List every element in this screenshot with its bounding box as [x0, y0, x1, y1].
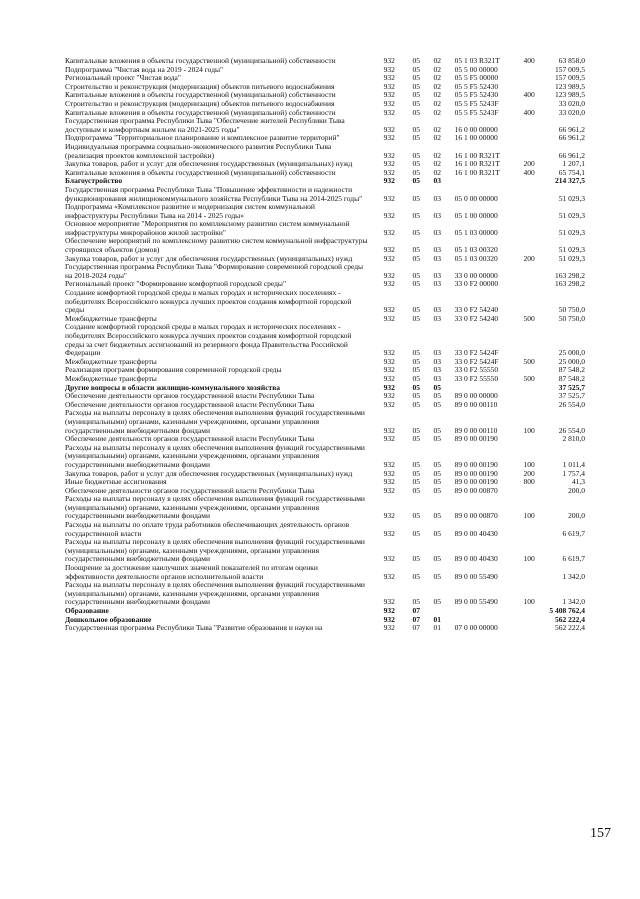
table-row [65, 220, 585, 237]
item-name: Межбюджетные трансферты [65, 356, 157, 366]
item-name: Образование [65, 606, 109, 615]
section-code: 05 [412, 571, 420, 581]
target-article-code: 07 0 00 00000 [454, 623, 498, 633]
section-code: 05 [412, 373, 420, 383]
item-name: Капитальные вложения в объекты государственной (муниципальной) собственности [65, 107, 336, 117]
ministry-code: 932 [383, 150, 395, 160]
section-code: 07 [412, 623, 420, 633]
expense-type-code: 400 [523, 167, 535, 177]
section-code: 05 [412, 348, 420, 358]
section-code: 05 [412, 133, 420, 143]
section-code: 05 [412, 73, 420, 83]
ministry-code: 932 [383, 176, 395, 186]
amount: 123 989,5 [555, 81, 585, 91]
ministry-code: 932 [383, 124, 395, 134]
target-article-code: 33 0 F2 54240 [454, 313, 499, 323]
amount: 214 327,5 [555, 176, 585, 186]
item-name: Государственная программа Республики Тыва "Повышение эффективности и надежности функционирования жилищнокоммунального хозяйства Республики Тыва на 2014-2025 годы" [65, 184, 363, 203]
target-article-code: 05 1 03 00000 [454, 227, 498, 237]
subsection-code: 02 [433, 107, 442, 117]
ministry-code: 932 [383, 167, 395, 177]
amount: 41,3 [571, 477, 585, 487]
section-code: 05 [412, 245, 420, 255]
item-name: Расходы на выплаты персоналу в целях обеспечения выполнения функций государственными (муниципальными) органами, казенными учреждениями, органами управления государственными внебюджетными фондами [65, 408, 365, 435]
ministry-code: 932 [383, 210, 395, 220]
item-name: Расходы на выплаты по оплате труда работников обеспечивающих деятельность органов государственной власти [65, 520, 350, 538]
section-code: 05 [412, 459, 420, 469]
amount: 66 961,2 [558, 133, 585, 143]
amount: 157 009,5 [555, 73, 585, 83]
amount: 26 554,0 [558, 399, 585, 409]
ministry-code: 932 [383, 270, 395, 280]
target-article-code: 33 0 F2 00000 [454, 279, 499, 289]
expense-type-code: 100 [523, 597, 535, 607]
section-code: 05 [412, 477, 420, 487]
ministry-code: 932 [383, 253, 395, 263]
target-article-code: 16 1 00 R321T [454, 167, 500, 177]
amount: 1 011,4 [562, 459, 585, 469]
subsection-code: 05 [433, 597, 442, 607]
subsection-code: 02 [433, 124, 442, 134]
table-row [65, 409, 585, 435]
subsection-code: 05 [433, 434, 442, 444]
amount: 37 525,7 [558, 382, 585, 392]
amount: 37 525,7 [558, 391, 585, 401]
amount: 26 554,0 [558, 425, 585, 435]
ministry-code: 932 [383, 434, 395, 444]
amount: 65 754,1 [558, 167, 585, 177]
subsection-code: 05 [433, 485, 442, 495]
table-row [65, 564, 585, 581]
item-name: Государственная программа Республики Тыва "Развитие образования и науки на [65, 623, 323, 633]
subsection-code: 05 [433, 391, 442, 401]
expense-type-code: 800 [523, 477, 535, 487]
ministry-code: 932 [383, 528, 395, 538]
amount: 33 020,0 [558, 107, 585, 117]
target-article-code: 89 0 00 00000 [454, 391, 498, 401]
ministry-code: 932 [383, 425, 395, 435]
amount: 66 961,2 [558, 124, 585, 134]
expense-type-code: 100 [523, 425, 535, 435]
target-article-code: 05 1 03 00320 [454, 245, 498, 255]
ministry-code: 932 [383, 468, 395, 478]
section-code: 05 [412, 90, 420, 100]
amount: 157 009,5 [555, 64, 585, 74]
item-name: Индивидуальная программа социально-экономического развития Республики Тыва (реализация проектов комплексной застройки) [65, 141, 332, 160]
section-code: 05 [412, 107, 420, 117]
item-name: Строительство и реконструкция (модернизация) объектов питьевого водоснабжения [65, 98, 335, 108]
target-article-code: 05 1 00 00000 [454, 210, 498, 220]
section-code: 05 [412, 382, 420, 392]
section-code: 05 [412, 167, 420, 177]
item-name: Расходы на выплаты персоналу в целях обеспечения выполнения функций государственными (муниципальными) органами, казенными учреждениями, органами управления государственными внебюджетными фондами [65, 494, 365, 521]
item-name: Закупка товаров, работ и услуг для обеспечения государственных (муниципальных) нужд [65, 159, 353, 169]
section-code: 05 [412, 391, 420, 401]
item-name: Поощрение за достижение наилучших значений показателей по итогам оценки эффективности деятельности органов исполнительной власти [65, 563, 318, 581]
subsection-code: 03 [433, 176, 442, 186]
subsection-code: 03 [433, 373, 442, 383]
item-name: Капитальные вложения в объекты государственной (муниципальной) собственности [65, 56, 336, 65]
expense-type-code: 500 [523, 373, 535, 383]
ministry-code: 932 [383, 98, 395, 108]
item-name: Подпрограмма "Территориальное планирование и комплексное развитие территорий" [65, 133, 340, 143]
table-row [65, 143, 585, 160]
amount: 6 619,7 [562, 528, 585, 538]
amount: 87 548,2 [558, 373, 585, 383]
target-article-code: 89 0 00 00190 [454, 468, 498, 478]
ministry-code: 932 [383, 623, 395, 633]
target-article-code: 05 5 F5 5243F [454, 98, 499, 108]
amount: 51 029,3 [558, 193, 585, 203]
table-row [65, 538, 585, 564]
section-code: 05 [412, 313, 420, 323]
target-article-code: 05 1 03 R321T [454, 56, 500, 65]
table-row [65, 289, 585, 315]
expense-type-code: 500 [523, 356, 535, 366]
subsection-code: 05 [433, 554, 442, 564]
amount: 6 619,7 [562, 554, 585, 564]
ministry-code: 932 [383, 313, 395, 323]
item-name: Государственная программа Республики Тыва "Обеспечение жителей Республики Тыва доступным и комфортным жильем на 2021-2025 годы" [65, 116, 345, 134]
amount: 51 029,3 [558, 210, 585, 220]
ministry-code: 932 [383, 245, 395, 255]
section-code: 05 [412, 253, 420, 263]
section-code: 05 [412, 210, 420, 220]
table-row [65, 203, 585, 220]
item-name: Расходы на выплаты персоналу в целях обеспечения выполнения функций государственными (муниципальными) органами, казенными учреждениями, органами управления государственными внебюджетными фондами [65, 442, 365, 469]
expense-type-code: 500 [523, 313, 535, 323]
page-number: 157 [590, 826, 611, 841]
amount: 562 222,4 [555, 614, 585, 624]
ministry-code: 932 [383, 107, 395, 117]
section-code: 05 [412, 597, 420, 607]
amount: 562 222,4 [555, 623, 585, 633]
ministry-code: 932 [383, 511, 395, 521]
ministry-code: 932 [383, 597, 395, 607]
section-code: 07 [412, 614, 420, 624]
target-article-code: 16 1 00 00000 [454, 133, 498, 143]
amount: 123 989,5 [555, 90, 585, 100]
item-name: Закупка товаров, работ и услуг для обеспечения государственных (муниципальных) нужд [65, 468, 353, 478]
subsection-code: 03 [433, 348, 442, 358]
item-name: Капитальные вложения в объекты государственной (муниципальной) собственности [65, 167, 336, 177]
target-article-code: 33 0 F2 54240 [454, 305, 499, 315]
table-row [65, 117, 585, 134]
subsection-code: 03 [433, 270, 442, 280]
ministry-code: 932 [383, 459, 395, 469]
section-code: 05 [412, 305, 420, 315]
item-name: Обеспечение деятельности органов государственной власти Республики Тыва [65, 391, 315, 401]
item-name: Подпрограмма "Чистая вода на 2019 - 2024 годы" [65, 64, 224, 74]
target-article-code: 89 0 00 55490 [454, 597, 498, 607]
subsection-code: 03 [433, 305, 442, 315]
section-code: 05 [412, 485, 420, 495]
item-name: Обеспечение мероприятий по комплексному развитию систем коммунальной инфраструктуры строящихся объектов (домов) [65, 236, 368, 255]
subsection-code: 02 [433, 133, 442, 143]
subsection-code: 03 [433, 193, 442, 203]
subsection-code: 03 [433, 210, 442, 220]
ministry-code: 932 [383, 571, 395, 581]
subsection-code: 05 [433, 477, 442, 487]
table-row [65, 521, 585, 538]
amount: 25 000,0 [558, 348, 585, 358]
section-code: 05 [412, 425, 420, 435]
section-code: 07 [412, 606, 420, 615]
target-article-code: 16 1 00 R321T [454, 159, 500, 169]
ministry-code: 932 [383, 399, 395, 409]
target-article-code: 05 5 F5 5243F [454, 107, 499, 117]
amount: 1 207,1 [562, 159, 585, 169]
expense-type-code: 200 [523, 159, 535, 169]
target-article-code: 16 0 00 00000 [454, 124, 498, 134]
table-row [65, 581, 585, 607]
target-article-code: 05 5 F5 52430 [454, 90, 499, 100]
amount: 163 298,2 [555, 270, 585, 280]
target-article-code: 89 0 00 00110 [454, 425, 498, 435]
amount: 66 961,2 [558, 150, 585, 160]
expense-type-code: 400 [523, 90, 535, 100]
target-article-code: 05 5 00 00000 [454, 64, 498, 74]
amount: 87 548,2 [558, 365, 585, 375]
ministry-code: 932 [383, 348, 395, 358]
ministry-code: 932 [383, 477, 395, 487]
expense-type-code: 400 [523, 56, 535, 65]
subsection-code: 05 [433, 571, 442, 581]
target-article-code: 16 1 00 R321T [454, 150, 500, 160]
item-name: Обеспечение деятельности органов государственной власти Республики Тыва [65, 434, 315, 444]
amount: 200,0 [568, 485, 585, 495]
section-code: 05 [412, 193, 420, 203]
item-name: Другие вопросы в области жилищно-коммунального хозяйства [65, 382, 281, 392]
ministry-code: 932 [383, 391, 395, 401]
target-article-code: 33 0 F2 5424F [454, 348, 499, 358]
subsection-code: 03 [433, 227, 442, 237]
amount: 25 000,0 [558, 356, 585, 366]
target-article-code: 05 5 F5 00000 [454, 73, 499, 83]
section-code: 05 [412, 98, 420, 108]
item-name: Создание комфортной городской среды в малых городах и исторических поселениях - победителях Всероссийского конкурса лучших проектов создания комфортной городской среды за счет бюджетных ассигнований из резервного фонда Правительства Российской Федерации [65, 322, 352, 358]
item-name: Основное мероприятие "Мероприятия по комплексному развитию систем коммунальной инфраструктуры микрорайонов жилой застройки" [65, 219, 350, 237]
subsection-code: 02 [433, 81, 442, 91]
item-name: Межбюджетные трансферты [65, 313, 157, 323]
target-article-code: 05 5 F5 52430 [454, 81, 499, 91]
ministry-code: 932 [383, 64, 395, 74]
item-name: Обеспечение деятельности органов государственной власти Республики Тыва [65, 399, 315, 409]
section-code: 05 [412, 176, 420, 186]
amount: 5 408 762,4 [549, 606, 585, 615]
expense-type-code: 100 [523, 459, 535, 469]
target-article-code: 89 0 00 00190 [454, 434, 498, 444]
subsection-code: 02 [433, 150, 442, 160]
item-name: Межбюджетные трансферты [65, 373, 157, 383]
amount: 50 750,0 [558, 313, 585, 323]
ministry-code: 932 [383, 56, 395, 65]
subsection-code: 02 [433, 90, 442, 100]
table-row [65, 186, 585, 203]
item-name: Создание комфортной городской среды в малых городах и исторических поселениях - победителях Всероссийского конкурса лучших проектов создания комфортной городской среды [65, 288, 352, 315]
target-article-code: 89 0 00 00190 [454, 459, 498, 469]
subsection-code: 05 [433, 528, 442, 538]
subsection-code: 02 [433, 73, 442, 83]
amount: 1 757,4 [562, 468, 585, 478]
subsection-code: 05 [433, 459, 442, 469]
target-article-code: 89 0 00 40430 [454, 528, 498, 538]
subsection-code: 02 [433, 56, 442, 65]
amount: 50 750,0 [558, 305, 585, 315]
subsection-code: 03 [433, 245, 442, 255]
expense-type-code: 400 [523, 107, 535, 117]
item-name: Подпрограмма «Комплексное развитие и модернизация систем коммунальной инфраструктуры Республики Тыва на 2014 - 2025 годы» [65, 202, 315, 220]
target-article-code: 89 0 00 40430 [454, 554, 498, 564]
section-code: 05 [412, 56, 420, 65]
subsection-code: 03 [433, 313, 442, 323]
target-article-code: 33 0 F2 55550 [454, 373, 499, 383]
subsection-code: 03 [433, 253, 442, 263]
subsection-code: 02 [433, 64, 442, 74]
section-code: 05 [412, 159, 420, 169]
ministry-code: 932 [383, 90, 395, 100]
target-article-code: 33 0 F2 5424F [454, 356, 499, 366]
ministry-code: 932 [383, 133, 395, 143]
item-name: Обеспечение деятельности органов государственной власти Республики Тыва [65, 485, 315, 495]
item-name: Капитальные вложения в объекты государственной (муниципальной) собственности [65, 90, 336, 100]
ministry-code: 932 [383, 606, 395, 615]
target-article-code: 89 0 00 55490 [454, 571, 498, 581]
table-row [65, 444, 585, 470]
amount: 51 029,3 [558, 245, 585, 255]
subsection-code: 02 [433, 98, 442, 108]
ministry-code: 932 [383, 159, 395, 169]
target-article-code: 05 1 03 00320 [454, 253, 498, 263]
table-row [65, 624, 585, 633]
ministry-code: 932 [383, 73, 395, 83]
subsection-code: 05 [433, 511, 442, 521]
section-code: 05 [412, 81, 420, 91]
amount: 1 342,0 [562, 571, 585, 581]
section-code: 05 [412, 227, 420, 237]
amount: 163 298,2 [555, 279, 585, 289]
section-code: 05 [412, 434, 420, 444]
target-article-code: 89 0 00 00870 [454, 511, 498, 521]
budget-table [65, 57, 585, 633]
item-name: Закупка товаров, работ и услуг для обеспечения государственных (муниципальных) нужд [65, 253, 353, 263]
amount: 1 342,0 [562, 597, 585, 607]
ministry-code: 932 [383, 554, 395, 564]
amount: 200,0 [568, 511, 585, 521]
table-row [65, 495, 585, 521]
item-name: Государственная программа Республики Тыва "Формирование современной городской среды на 2018-2024 годы" [65, 262, 364, 280]
section-code: 05 [412, 124, 420, 134]
expense-type-code: 100 [523, 511, 535, 521]
table-row [65, 263, 585, 280]
section-code: 05 [412, 399, 420, 409]
subsection-code: 05 [433, 425, 442, 435]
amount: 51 029,3 [558, 253, 585, 263]
item-name: Благоустройство [65, 176, 123, 186]
subsection-code: 02 [433, 159, 442, 169]
target-article-code: 89 0 00 00190 [454, 477, 498, 487]
section-code: 05 [412, 356, 420, 366]
expense-type-code: 100 [523, 554, 535, 564]
ministry-code: 932 [383, 356, 395, 366]
item-name: Иные бюджетные ассигнования [65, 477, 167, 487]
target-article-code: 33 0 F2 55550 [454, 365, 499, 375]
subsection-code: 05 [433, 382, 442, 392]
ministry-code: 932 [383, 227, 395, 237]
section-code: 05 [412, 554, 420, 564]
ministry-code: 932 [383, 305, 395, 315]
target-article-code: 89 0 00 00110 [454, 399, 498, 409]
table-row [65, 323, 585, 357]
subsection-code: 01 [433, 623, 442, 633]
target-article-code: 05 0 00 00000 [454, 193, 498, 203]
table-row [65, 237, 585, 254]
ministry-code: 932 [383, 81, 395, 91]
expense-type-code: 200 [523, 253, 535, 263]
subsection-code: 05 [433, 399, 442, 409]
target-article-code: 89 0 00 00870 [454, 485, 498, 495]
subsection-code: 02 [433, 167, 442, 177]
subsection-code: 05 [433, 468, 442, 478]
ministry-code: 932 [383, 365, 395, 375]
section-code: 05 [412, 511, 420, 521]
item-name: Региональный проект "Формирование комфортной городской среды" [65, 279, 287, 289]
item-name: Реализация программ формирования современной городской среды [65, 365, 282, 375]
ministry-code: 932 [383, 373, 395, 383]
subsection-code: 01 [433, 614, 442, 624]
item-name: Региональный проект "Чистая вода" [65, 73, 181, 83]
section-code: 05 [412, 528, 420, 538]
section-code: 05 [412, 279, 420, 289]
subsection-code: 03 [433, 365, 442, 375]
ministry-code: 932 [383, 279, 395, 289]
amount: 63 858,0 [558, 56, 585, 65]
item-name: Дошкольное образование [65, 614, 152, 624]
ministry-code: 932 [383, 382, 395, 392]
ministry-code: 932 [383, 485, 395, 495]
target-article-code: 33 0 00 00000 [454, 270, 498, 280]
section-code: 05 [412, 365, 420, 375]
expense-type-code: 200 [523, 468, 535, 478]
item-name: Расходы на выплаты персоналу в целях обеспечения выполнения функций государственными (муниципальными) органами, казенными учреждениями, органами управления государственными внебюджетными фондами [65, 580, 365, 607]
ministry-code: 932 [383, 193, 395, 203]
item-name: Строительство и реконструкция (модернизация) объектов питьевого водоснабжения [65, 81, 335, 91]
section-code: 05 [412, 150, 420, 160]
subsection-code: 03 [433, 279, 442, 289]
amount: 33 020,0 [558, 98, 585, 108]
table-row [65, 169, 585, 178]
section-code: 05 [412, 468, 420, 478]
section-code: 05 [412, 270, 420, 280]
section-code: 05 [412, 64, 420, 74]
amount: 51 029,3 [558, 227, 585, 237]
ministry-code: 932 [383, 614, 395, 624]
item-name: Расходы на выплаты персоналу в целях обеспечения выполнения функций государственными (муниципальными) органами, казенными учреждениями, органами управления государственными внебюджетными фондами [65, 537, 365, 564]
subsection-code: 03 [433, 356, 442, 366]
amount: 2 810,0 [562, 434, 585, 444]
